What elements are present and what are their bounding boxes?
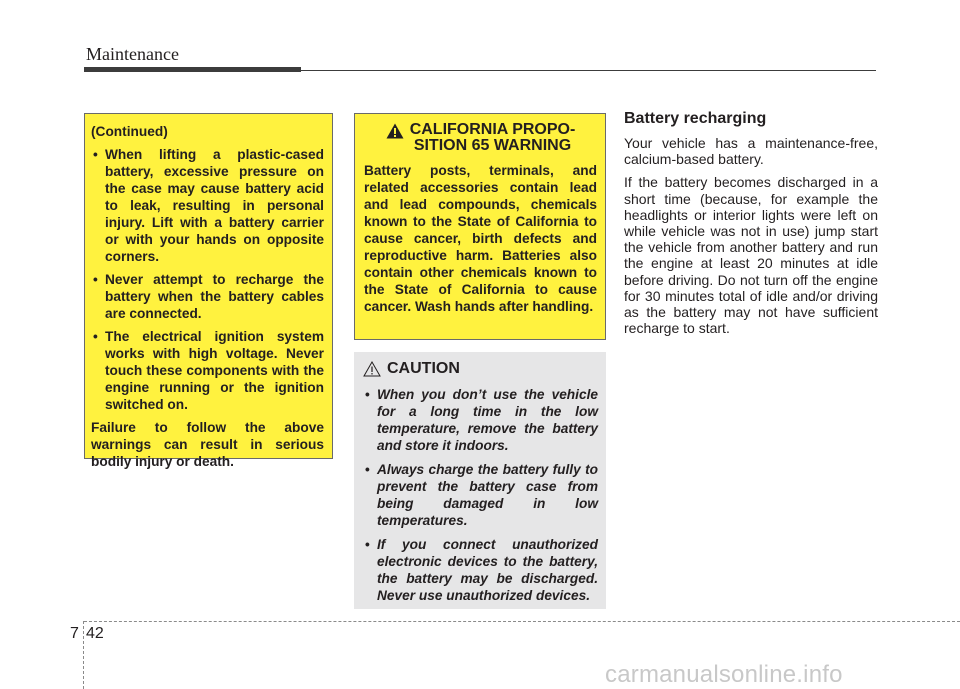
watermark: carmanualsonline.info: [605, 661, 843, 688]
caution-list: [363, 386, 598, 604]
california-warning-body: Battery posts, terminals, and related accessories contain lead and lead compounds, chemicals known to the State of California to cause cancer, birth defects and reproductive harm. Batteries also contain other chemicals known to the State of California to cause cancer. Wash hands after handling.: [364, 163, 597, 314]
california-warning-title-line1: CALIFORNIA PROPO-: [409, 121, 576, 138]
header-rule: [84, 67, 301, 72]
list-item: • Never attempt to recharge the battery when the battery cables are connected.: [91, 271, 324, 322]
caution-triangle-icon: [363, 361, 381, 377]
list-item: • The electrical ignition system works with high voltage. Never touch these components with the engine running or the ignition switched on.: [91, 328, 324, 413]
chapter-number: 7: [70, 625, 79, 642]
california-warning-title-line2: SITION 65 WARNING: [413, 137, 572, 154]
footer-divider: [83, 621, 84, 689]
california-prop65-warning-box: [354, 113, 606, 340]
footer-rule: [84, 621, 960, 622]
page-number: 42: [86, 625, 104, 642]
warning-list: [91, 146, 324, 413]
list-item: • Always charge the battery fully to prevent the battery case from being damaged in low temperatures.: [363, 461, 598, 529]
page-header-title: Maintenance: [86, 44, 179, 64]
caution-heading: [363, 360, 598, 378]
caution-box: [354, 352, 606, 609]
list-item: • If you connect unauthorized electronic devices to the battery, the battery may be discharged. Never use unauthorized devices.: [363, 536, 598, 604]
continued-label: (Continued): [91, 124, 168, 139]
section-heading: Battery recharging: [624, 110, 767, 127]
battery-recharging-section: [624, 110, 878, 343]
warning-triangle-icon: [386, 123, 404, 139]
list-item: • When you don’t use the vehicle for a long time in the low temperature, remove the battery and store it indoors.: [363, 386, 598, 454]
caution-title: CAUTION: [387, 360, 460, 377]
paragraph: Your vehicle has a maintenance-free, calcium-based battery.: [624, 135, 878, 168]
header-rule-thin: [301, 70, 876, 71]
california-warning-heading: [364, 122, 597, 154]
list-item: • When lifting a plastic-cased battery, excessive pressure on the case may cause battery acid to leak, resulting in personal injury. Lift with a battery carrier or with your hands on opposite corners.: [91, 146, 324, 265]
warning-box-continued: [84, 113, 333, 469]
paragraph: If the battery becomes discharged in a short time (because, for example the headlights or interior lights were left on while vehicle was not in use) jump start the vehicle from another battery and run the engine at least 20 minutes at idle before driving. Do not turn off the engine for 30 minutes total of idle and/or driving as the battery may not have sufficient recharge to start.: [624, 174, 878, 337]
warning-final-text: Failure to follow the above warnings can result in serious bodily injury or death.: [91, 420, 324, 469]
